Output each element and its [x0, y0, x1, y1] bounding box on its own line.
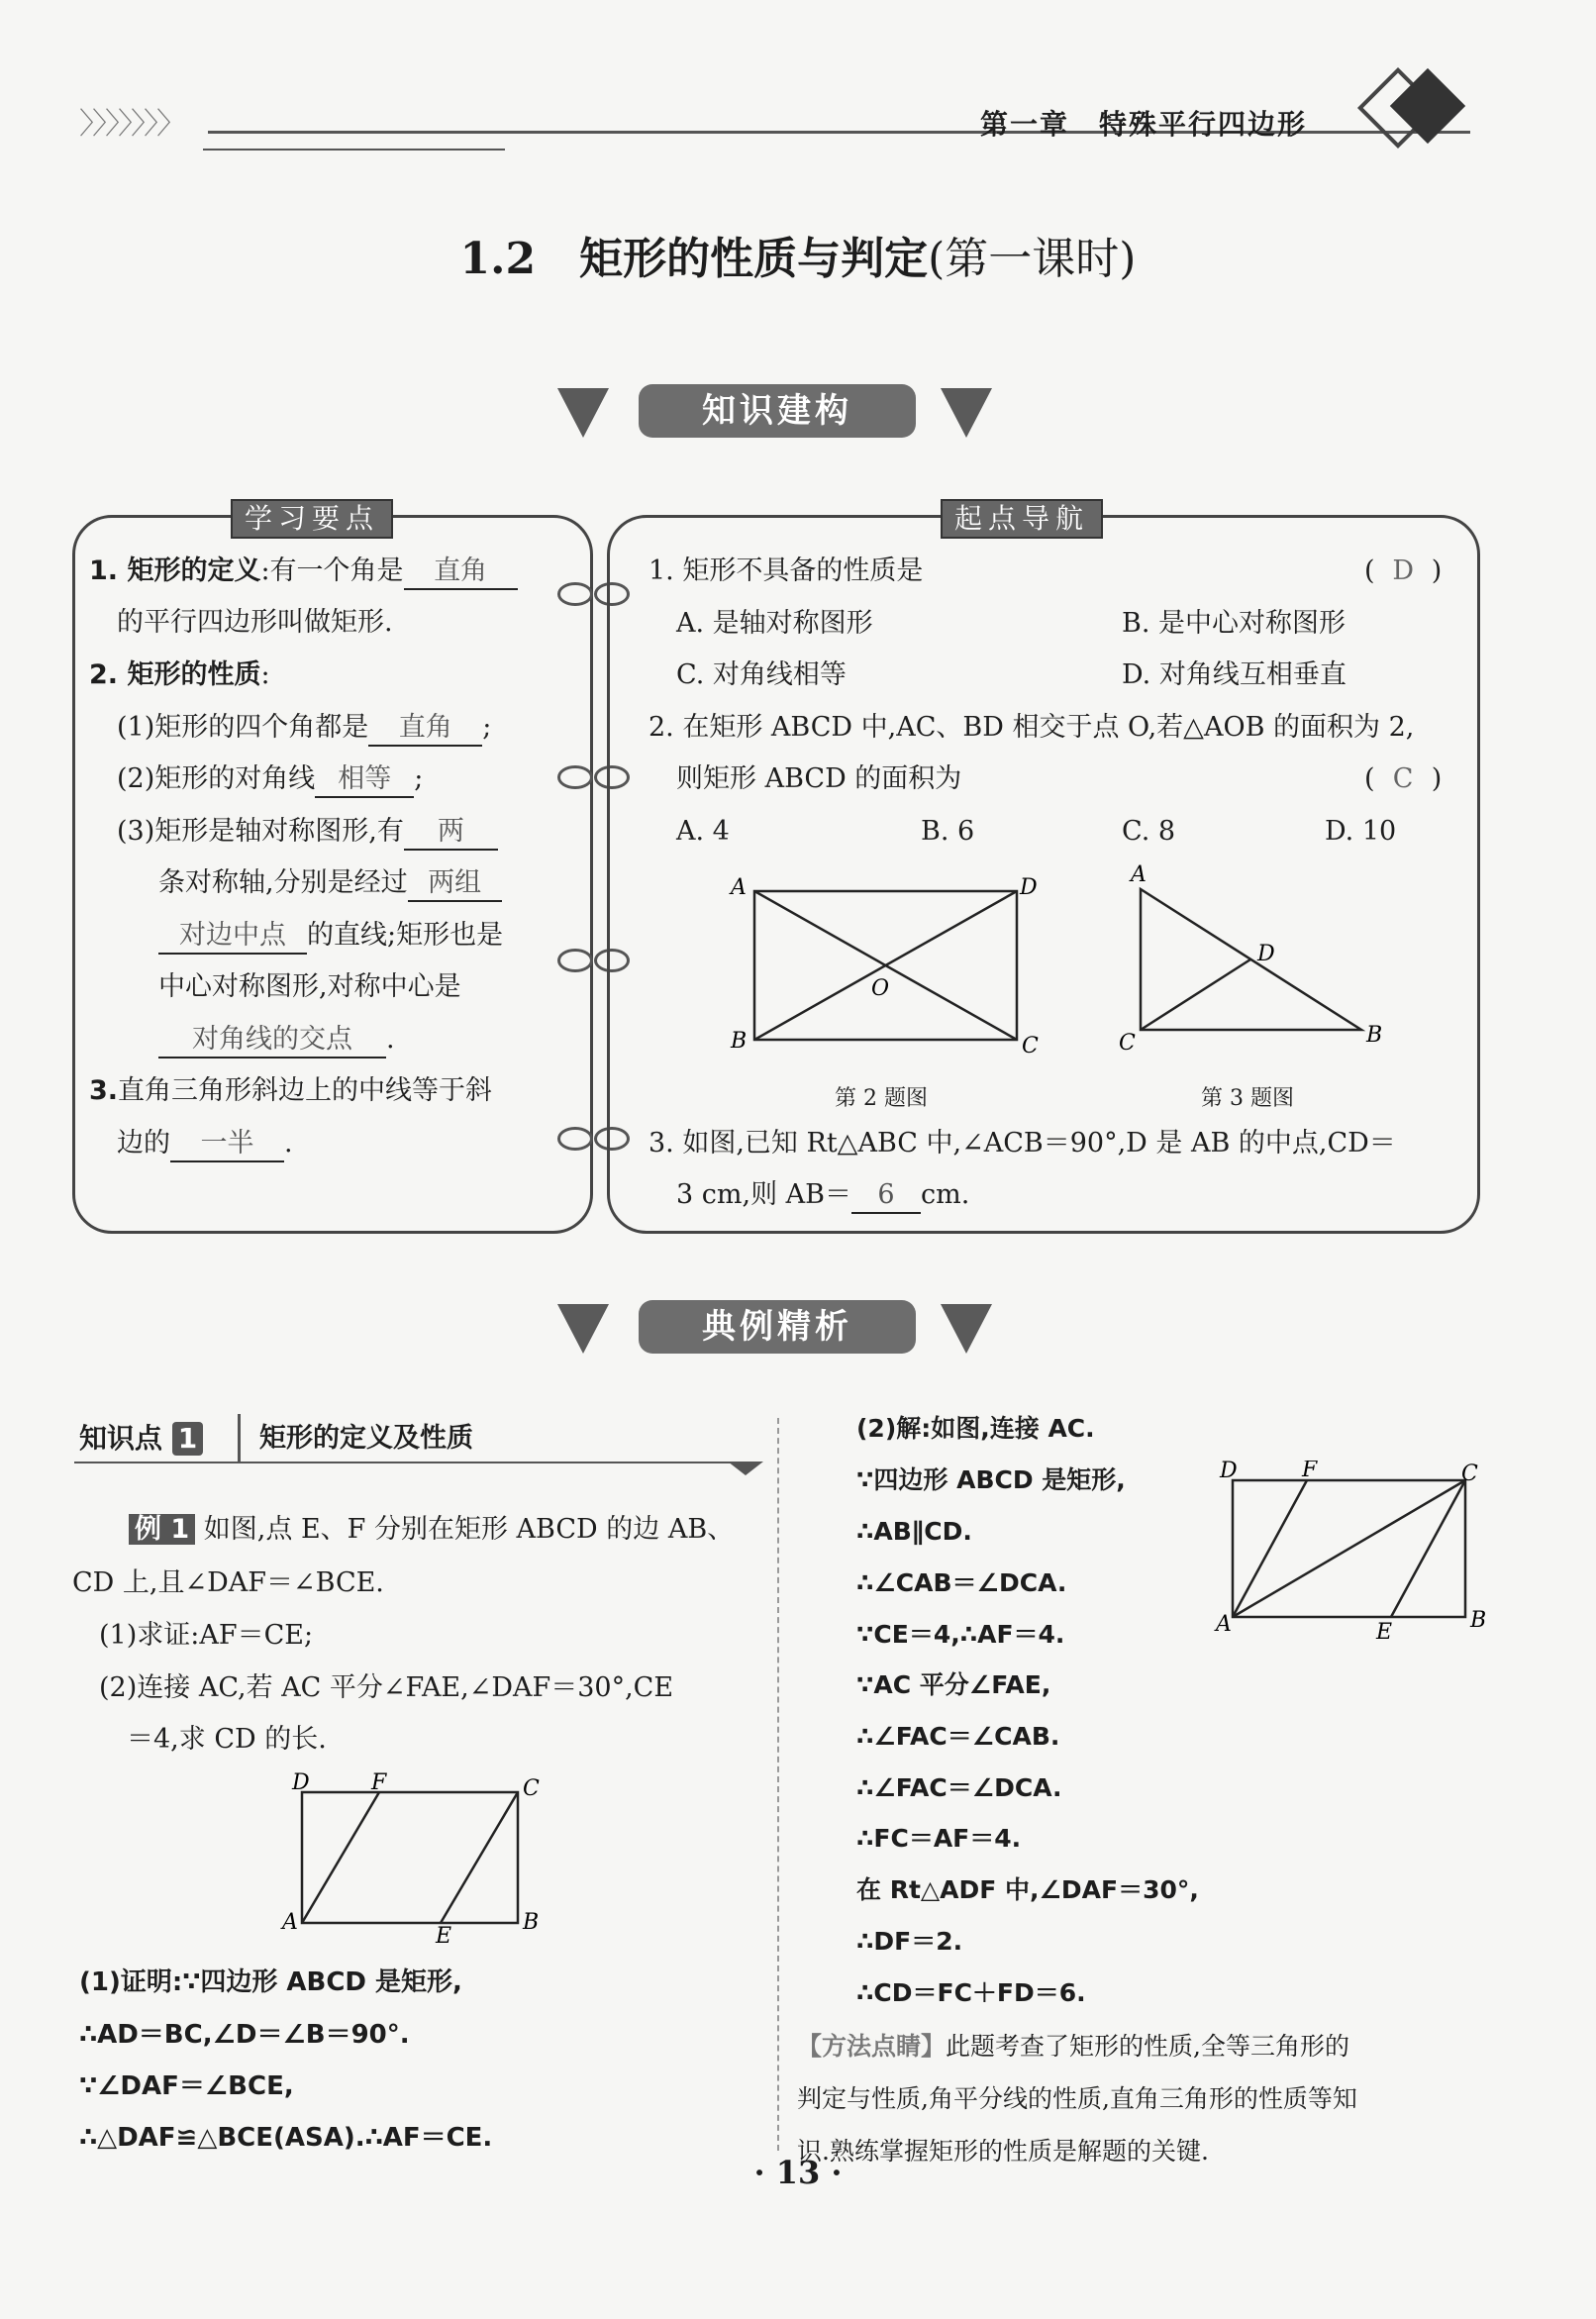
prop-c-3: [158, 919, 503, 955]
fig3-label-d: D: [1257, 942, 1275, 966]
median-end: .: [284, 1128, 293, 1159]
example-q2-1: (2)连接 AC,若 AC 平分∠FAE,∠DAF＝30°,CE: [99, 1672, 674, 1703]
prop-c2-text: 条对称轴,分别是经过: [158, 867, 408, 898]
ex-fig-af: [302, 1792, 379, 1923]
solution-line-5: ∵CE＝4,∴AF＝4.: [856, 1620, 1065, 1649]
fig2-label-b: B: [731, 1029, 748, 1054]
fig3-caption: 第 3 题图: [1201, 1086, 1294, 1111]
q1-option-b: B. 是中心对称图形: [1122, 608, 1347, 639]
fig2-label-a: A: [731, 875, 747, 900]
fig3-label-b: B: [1366, 1023, 1383, 1048]
q1-paren-right: ): [1431, 555, 1443, 586]
solution-line-7: ∴∠FAC＝∠CAB.: [856, 1722, 1060, 1751]
proof-line-3: ∵∠DAF＝∠BCE,: [79, 2071, 294, 2101]
banner-wing-right-icon: [941, 388, 992, 438]
method-line-2: 判定与性质,角平分线的性质,直角三角形的性质等知: [797, 2084, 1357, 2113]
kp-title: 矩形的定义及性质: [259, 1423, 473, 1454]
kp-label-text: 知识点: [79, 1422, 163, 1455]
fig2-label-o: O: [871, 976, 890, 1001]
title-main: 1.2 矩形的性质与判定: [459, 234, 929, 284]
q1-option-d: D. 对角线互相垂直: [1122, 659, 1347, 690]
proof-line-2: ∴AD＝BC,∠D＝∠B＝90°.: [79, 2020, 410, 2050]
solution-line-10: 在 Rt△ADF 中,∠DAF＝30°,: [856, 1875, 1199, 1904]
prop-b-end: ;: [414, 763, 424, 794]
prop-a: [117, 711, 491, 747]
kp-number-badge: 1: [172, 1422, 203, 1456]
def-line-2: 的平行四边形叫做矩形.: [117, 607, 393, 638]
sol-fig-label-b: B: [1470, 1608, 1487, 1633]
prop-colon: :: [260, 659, 270, 690]
q2-option-b: B. 6: [921, 816, 975, 847]
q1-answer: [1364, 555, 1463, 588]
kp-divider: [238, 1414, 241, 1463]
prop-c2-blank: 两组: [408, 866, 502, 902]
solution-line-4: ∴∠CAB＝∠DCA.: [856, 1568, 1067, 1597]
prop-b: [117, 762, 423, 798]
figure-example: [277, 1772, 554, 1946]
column-separator: [777, 1418, 779, 2151]
section-banner-examples: 典例精析: [639, 1300, 916, 1354]
ex-fig-label-b: B: [523, 1910, 540, 1935]
binder-ring-icon: [557, 582, 593, 606]
method-line-3: 识.熟练掌握矩形的性质是解题的关键.: [797, 2137, 1209, 2166]
prop-c5-blank: 对角线的交点: [158, 1023, 386, 1059]
def-line-1: [89, 555, 518, 590]
median-line-1: [89, 1074, 492, 1108]
banner-wing-left-icon: [557, 388, 609, 438]
example-text-1: 如图,点 E、F 分别在矩形 ABCD 的边 AB、: [203, 1514, 735, 1545]
q1-stem: 1. 矩形不具备的性质是: [648, 555, 924, 586]
median-text: 直角三角形斜边上的中线等于斜: [118, 1075, 493, 1106]
title-sub: (第一课时): [928, 234, 1137, 284]
def-label: 1. 矩形的定义: [89, 555, 261, 586]
median-label: 3.: [89, 1075, 119, 1106]
sol-fig-label-e: E: [1376, 1620, 1393, 1644]
binder-ring-icon: [557, 765, 593, 789]
median-line-2: [117, 1127, 293, 1162]
binder-ring-icon: [557, 949, 593, 972]
prop-a-blank: 直角: [368, 711, 482, 747]
q2-answer: [1364, 762, 1463, 796]
q2-stem-2: 则矩形 ABCD 的面积为: [676, 763, 962, 794]
kp-arrow-icon: [728, 1462, 763, 1475]
method-text-1: 此题考查了矩形的性质,全等三角形的: [946, 2032, 1349, 2061]
prop-label: 2. 矩形的性质: [89, 659, 261, 690]
example-line-2: CD 上,且∠DAF＝∠BCE.: [72, 1567, 384, 1598]
median-blank: 一半: [170, 1127, 284, 1162]
q1-option-c: C. 对角线相等: [676, 659, 847, 690]
solution-line-8: ∴∠FAC＝∠DCA.: [856, 1773, 1062, 1802]
sol-fig-label-c: C: [1461, 1462, 1478, 1486]
prop-c-5: [158, 1023, 395, 1059]
q2-paren-right: ): [1431, 763, 1443, 794]
median-text-2: 边的: [117, 1128, 170, 1159]
prop-c-2: [158, 866, 502, 902]
def-text: :有一个角是: [260, 555, 404, 586]
solution-line-9: ∴FC＝AF＝4.: [856, 1824, 1022, 1853]
prop-a-text: (1)矩形的四个角都是: [117, 712, 369, 743]
solution-line-12: ∴CD＝FC＋FD＝6.: [856, 1978, 1086, 2007]
q1-answer-letter: D: [1392, 555, 1414, 586]
q1-option-a: A. 是轴对称图形: [676, 608, 873, 639]
fig3-median-cd: [1141, 959, 1250, 1030]
solution-line-3: ∴AB∥CD.: [856, 1517, 972, 1546]
knowledge-point-label: [79, 1422, 203, 1456]
banner-wing-right-icon: [941, 1304, 992, 1354]
ex-fig-label-e: E: [436, 1924, 452, 1946]
starting-navigation-tag: 起点导航: [941, 499, 1103, 539]
figure-solution: [1208, 1461, 1505, 1644]
example-tag: 例 1: [129, 1514, 195, 1545]
prop-c1-text: (3)矩形是轴对称图形,有: [117, 816, 404, 847]
q3-unit: cm.: [921, 1179, 970, 1210]
study-points-tag: 学习要点: [231, 499, 393, 539]
prop-c1-blank: 两: [404, 815, 498, 851]
header-rule-short: [203, 149, 505, 151]
fig2-label-d: D: [1020, 875, 1038, 900]
sol-fig-label-a: A: [1216, 1612, 1232, 1637]
fig3-label-c: C: [1119, 1031, 1136, 1056]
page-title: [0, 223, 1596, 286]
q3-stem-2: [676, 1178, 969, 1214]
fig2-label-c: C: [1022, 1034, 1039, 1059]
ex-fig-label-a: A: [282, 1910, 298, 1935]
solution-line-6: ∵AC 平分∠FAE,: [856, 1670, 1051, 1699]
q2-answer-letter: C: [1392, 763, 1414, 794]
q2-option-a: A. 4: [676, 816, 730, 847]
figure-q2: [723, 866, 1049, 1064]
q3-text: 3 cm,则 AB＝: [676, 1179, 851, 1210]
q3-blank: 6: [851, 1178, 921, 1214]
q2-option-c: C. 8: [1122, 816, 1176, 847]
page-number: · 13 ·: [753, 2154, 843, 2191]
proof-line-4: ∴△DAF≌△BCE(ASA).∴AF＝CE.: [79, 2123, 493, 2153]
sol-fig-label-f: F: [1302, 1461, 1318, 1482]
binder-ring-icon: [557, 1127, 593, 1151]
solution-line-11: ∴DF＝2.: [856, 1927, 963, 1956]
banner-wing-left-icon: [557, 1304, 609, 1354]
solution-line-2: ∵四边形 ABCD 是矩形,: [856, 1465, 1126, 1494]
q2-stem-1: 2. 在矩形 ABCD 中,AC、BD 相交于点 O,若△AOB 的面积为 2,: [648, 712, 1415, 743]
prop-c5-end: .: [386, 1024, 395, 1055]
ex-fig-label-d: D: [292, 1772, 310, 1795]
example-q2-2: ＝4,求 CD 的长.: [127, 1724, 327, 1755]
example-q1: (1)求证:AF＝CE;: [99, 1620, 314, 1651]
header-arrows: 〉〉〉〉〉〉〉: [79, 107, 184, 142]
prop-b-text: (2)矩形的对角线: [117, 763, 316, 794]
chapter-title: 第一章 特殊平行四边形: [980, 108, 1308, 141]
prop-c3-text: 的直线;矩形也是: [307, 920, 504, 951]
kp-underline: [74, 1462, 748, 1463]
prop-c-4: 中心对称图形,对称中心是: [158, 971, 461, 1002]
prop-c-1: [117, 815, 498, 851]
example-line-1: [129, 1513, 734, 1547]
method-tag: 【方法点睛】: [797, 2032, 947, 2061]
ex-fig-label-f: F: [371, 1772, 387, 1795]
fig2-caption: 第 2 题图: [835, 1086, 928, 1111]
ex-fig-rect: [302, 1792, 518, 1923]
q1-paren-left: (: [1364, 555, 1375, 586]
proof-line-1: (1)证明:∵四边形 ABCD 是矩形,: [79, 1967, 462, 1997]
prop-c3-blank: 对边中点: [158, 919, 307, 955]
figure-q3: [1109, 861, 1406, 1069]
prop-heading: [89, 658, 270, 692]
solution-line-1: (2)解:如图,连接 AC.: [856, 1414, 1095, 1443]
ex-fig-label-c: C: [523, 1776, 540, 1801]
sol-fig-label-d: D: [1220, 1461, 1238, 1483]
def-blank: 直角: [404, 555, 518, 590]
q3-stem-1: 3. 如图,已知 Rt△ABC 中,∠ACB＝90°,D 是 AB 的中点,CD＝: [648, 1128, 1396, 1159]
method-line-1: [797, 2030, 1349, 2064]
fig3-label-a: A: [1131, 862, 1147, 887]
ex-fig-ce: [441, 1792, 518, 1923]
q2-option-d: D. 10: [1325, 816, 1397, 847]
prop-b-blank: 相等: [315, 762, 414, 798]
sol-fig-ac: [1233, 1480, 1465, 1617]
q2-paren-left: (: [1364, 763, 1375, 794]
prop-a-end: ;: [482, 712, 492, 743]
section-banner-knowledge: 知识建构: [639, 384, 916, 438]
